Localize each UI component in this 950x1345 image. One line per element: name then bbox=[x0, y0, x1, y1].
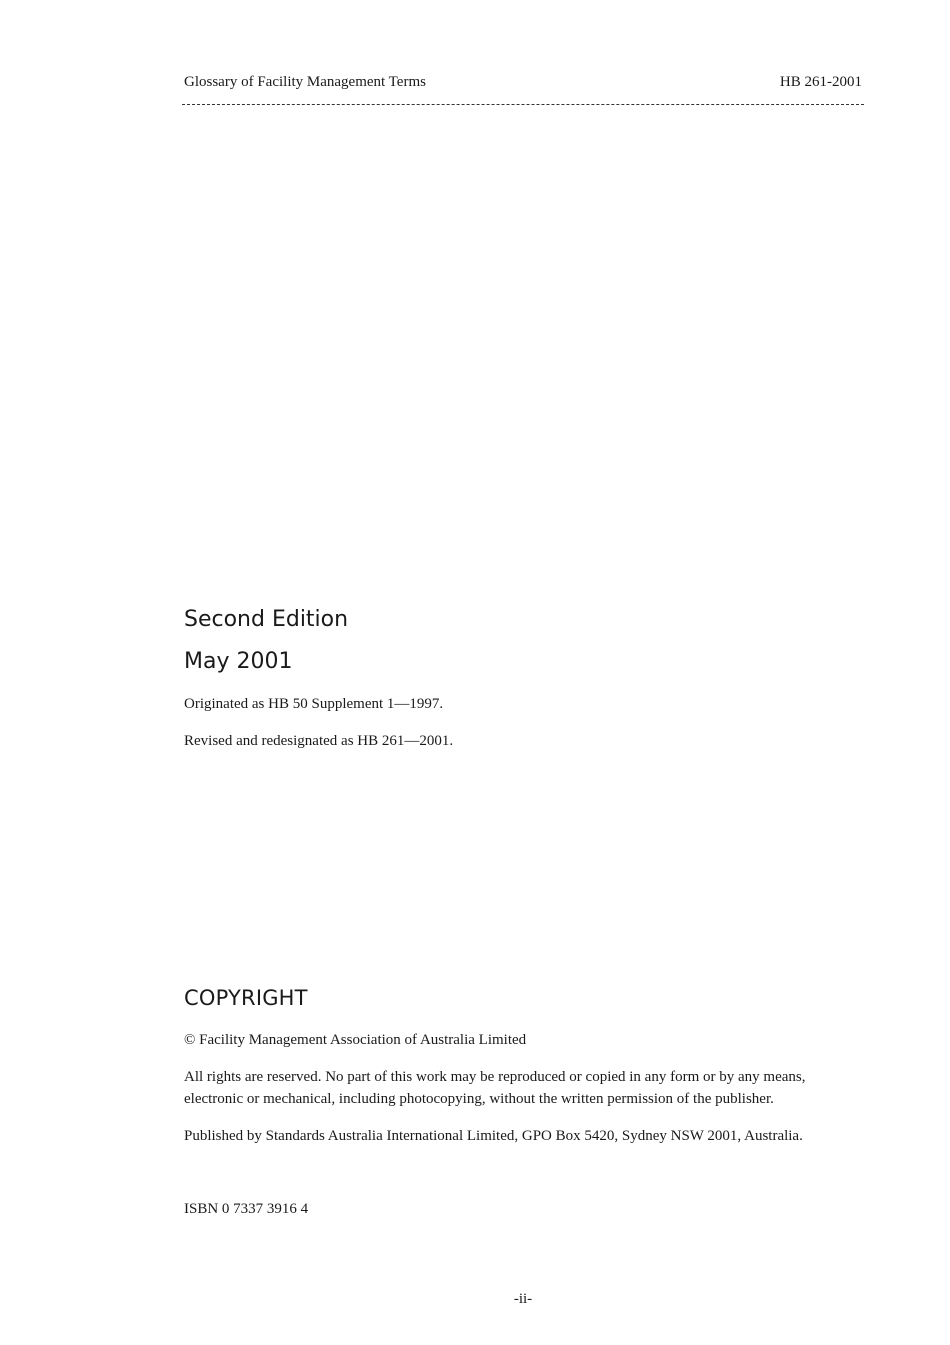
copyright-holder: © Facility Management Association of Australia Limited bbox=[184, 1032, 527, 1048]
running-header bbox=[184, 72, 862, 94]
origin-note: Originated as HB 50 Supplement 1—1997. bbox=[184, 696, 444, 712]
isbn: ISBN 0 7337 3916 4 bbox=[184, 1201, 309, 1217]
header-divider bbox=[182, 104, 864, 105]
revision-note: Revised and redesignated as HB 261—2001. bbox=[184, 733, 454, 749]
header-document-title: Glossary of Facility Management Terms bbox=[184, 74, 426, 90]
rights-statement-line-2: electronic or mechanical, including photocopying, without the written permission of the publisher. bbox=[184, 1091, 774, 1107]
edition-title: Second Edition bbox=[184, 607, 349, 632]
page-number: -ii- bbox=[513, 1291, 533, 1307]
copyright-heading: COPYRIGHT bbox=[184, 986, 308, 1010]
edition-date: May 2001 bbox=[184, 649, 293, 674]
rights-statement-line-1: All rights are reserved. No part of this work may be reproduced or copied in any form or by any means, bbox=[184, 1069, 806, 1085]
publisher-statement: Published by Standards Australia International Limited, GPO Box 5420, Sydney NSW 2001, Australia. bbox=[184, 1128, 803, 1144]
header-document-code: HB 261-2001 bbox=[779, 74, 862, 90]
